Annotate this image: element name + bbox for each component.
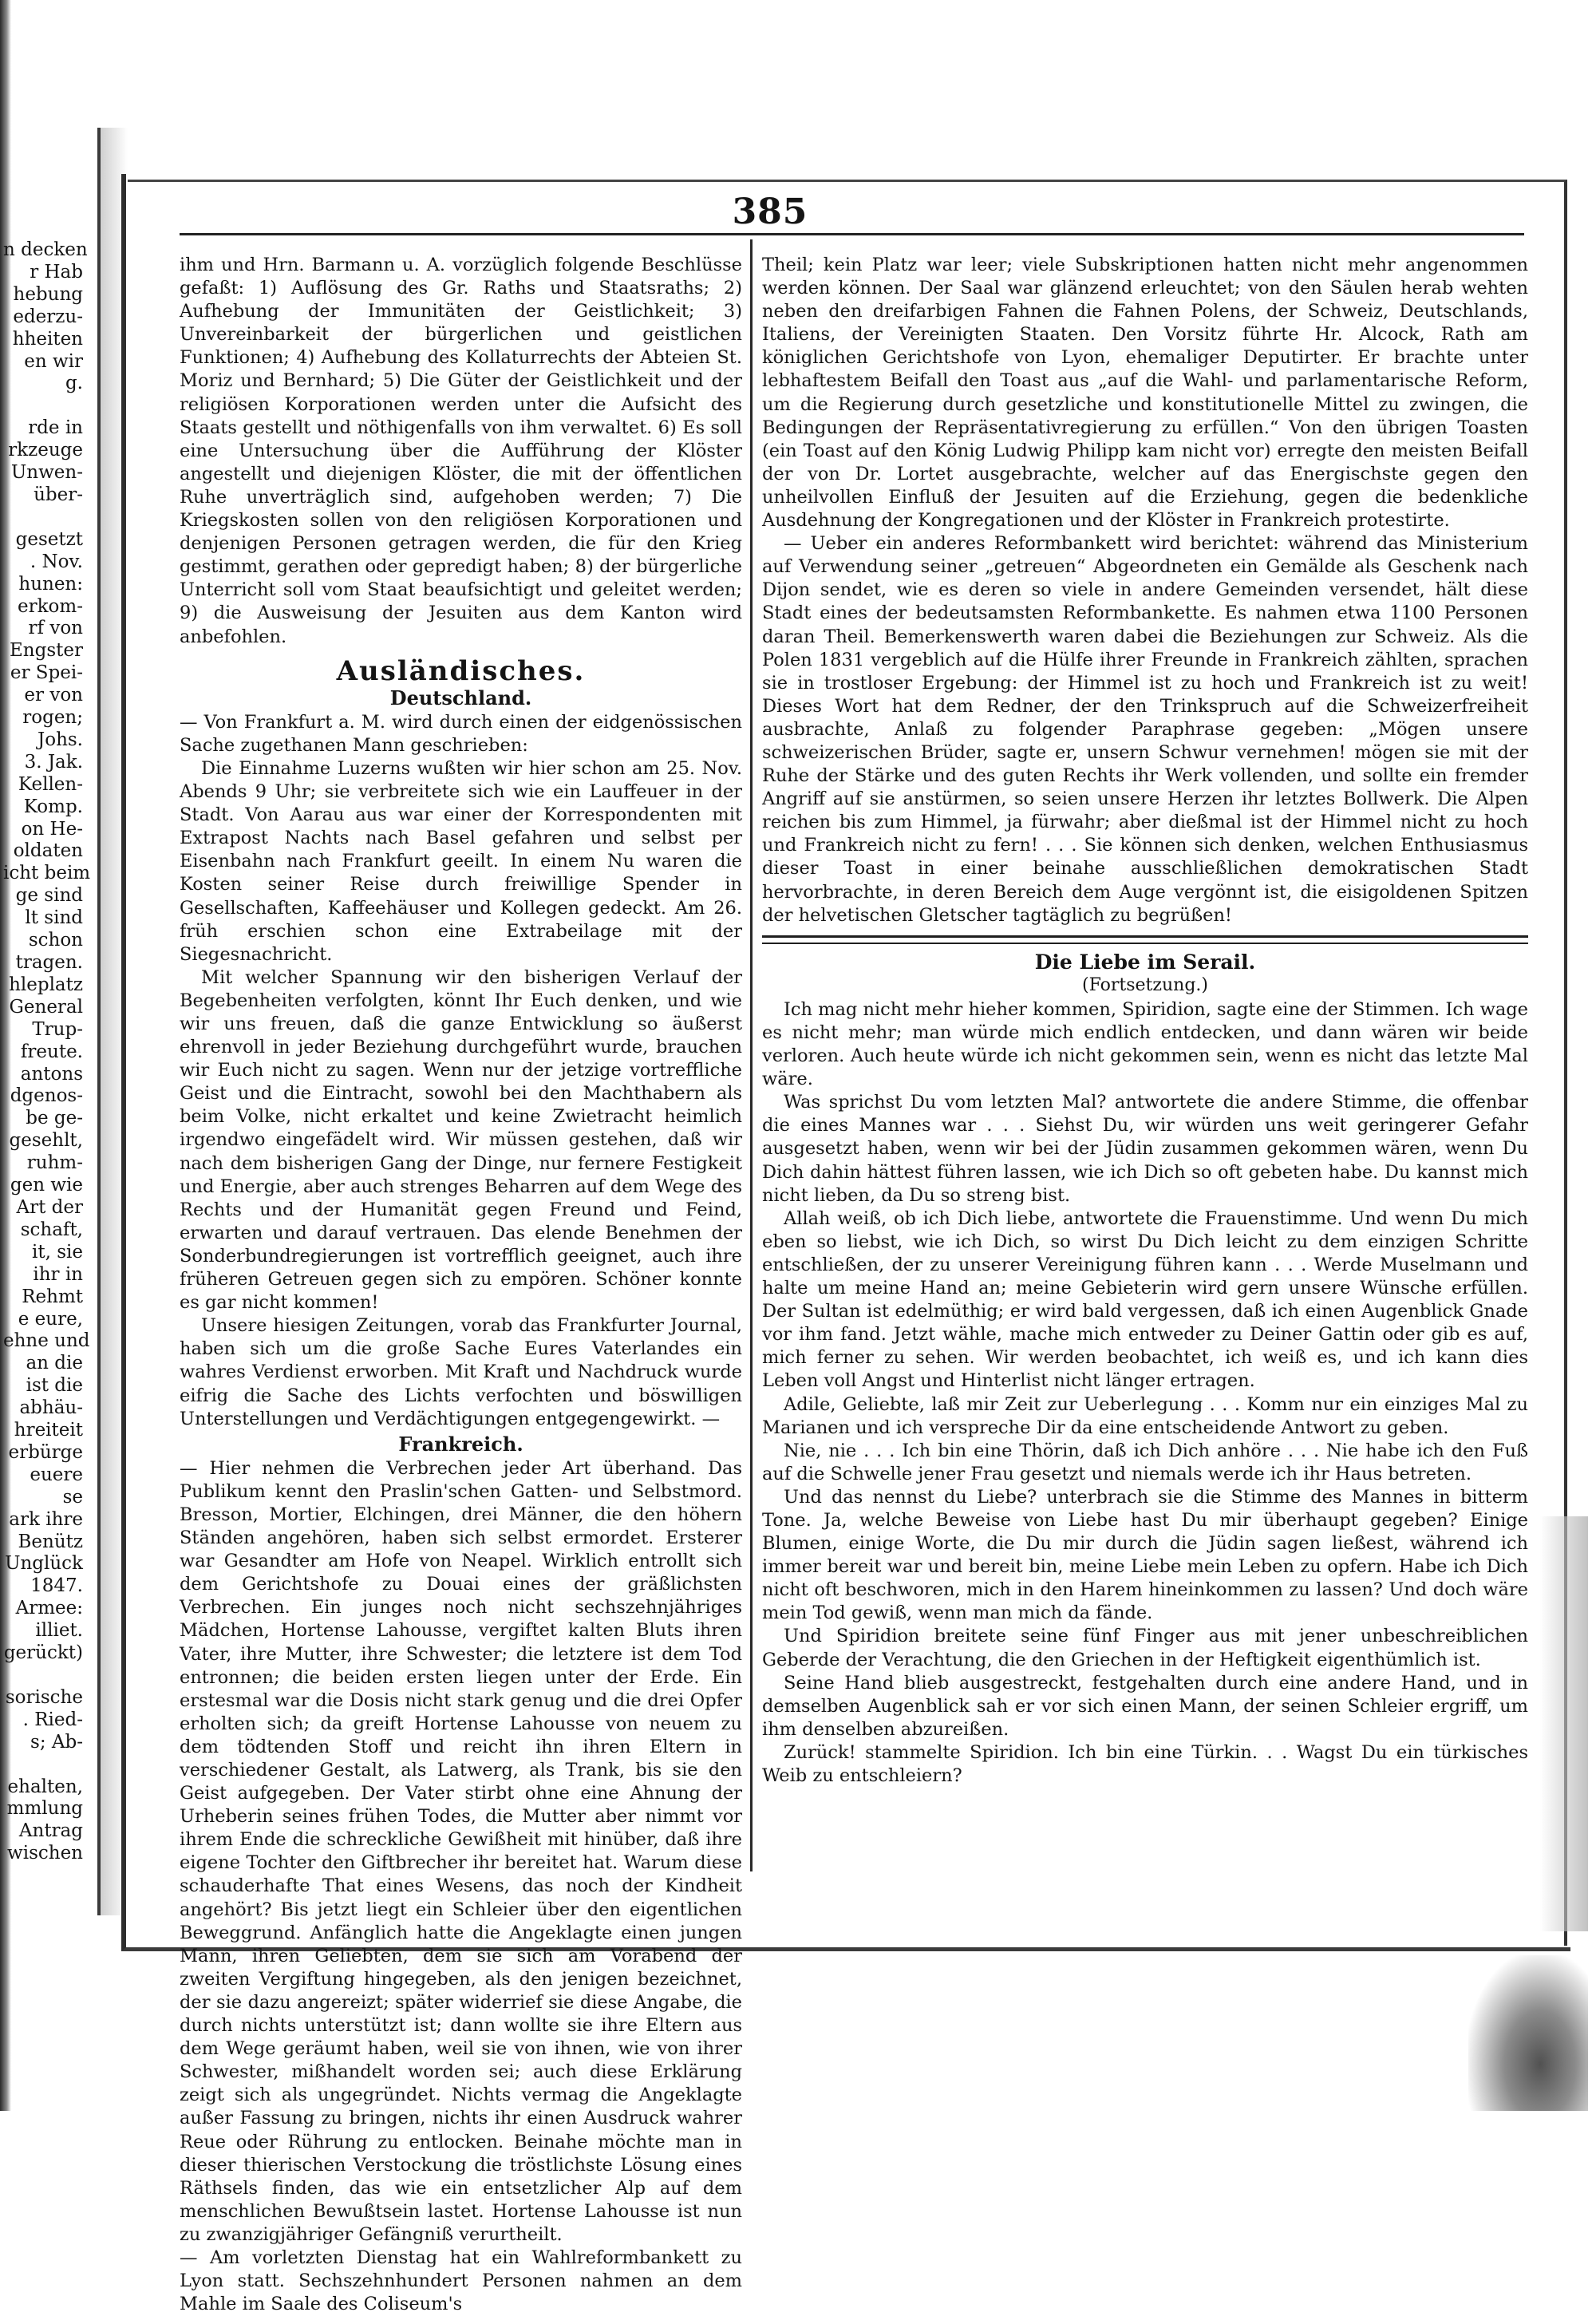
previous-page-line: Armee: xyxy=(15,1598,83,1619)
previous-page-line: g. xyxy=(65,373,83,394)
previous-page-line: lt sind xyxy=(25,907,83,929)
previous-page-line: ihr in xyxy=(33,1263,83,1285)
left-column xyxy=(180,254,742,2316)
previous-page-line: gesetzt xyxy=(15,528,83,550)
previous-page-line: en wir xyxy=(24,350,83,372)
previous-page-line: ist die xyxy=(26,1375,83,1397)
previous-page-line xyxy=(3,1754,83,1777)
previous-page-line: erkom- xyxy=(18,595,83,617)
france-paragraph-1: — Hier nehmen die Verbrechen jeder Art überhand. Das Publikum kennt den Praslin'schen Gatten- und Selbstmord. Bresson, Mortier, Elchingen, drei Männer, die den höhern Ständen angehören, haben sich selbst ermordet. Ersterer war Gesandter am Hofe von Neapel. Wirklich entrollt sich dem Gerichtshofe zu Douai eines der gräßlichsten Verbrechen. Ein junges noch nicht sechszehnjähriges Mädchen, Hortense Lahousse, vergiftet kalten Bluts ihren Vater, ihre Mutter, ihre Schwester; die letztere ist dem Tod entronnen; die beiden ersten liegen unter der Erde. Ein erstesmal war die Dosis nicht stark genug und die drei Opfer erholten sich; da greift Hortense Lahousse von neuem zu dem tödtenden Stoff und reicht ihn ihren Eltern in verschiedener Gestalt, als Latwerg, als Trank, bis sie den Geist aufgegeben. Der Vater stirbt ohne eine Ahnung der Urheberin seines frühen Todes, die Mutter aber nimmt vor ihrem Ende die schreckliche Gewißheit mit hinüber, daß ihre eigene Tochter den Giftbrecher ihr bereitet hat. Warum diese schauderhafte That eines Wesens, das noch der Kindheit angehört? Bis jetzt liegt ein Schleier über den eigentlichen Beweggrund. Anfänglich hatte die Angeklagte einen jungen Mann, ihren Geliebten, dem sie sich am Vorabend der zweiten Vergiftung hingegeben, als den jenigen bezeichnet, der sie dazu angereizt; später widerrief sie diese Angabe, die durch nichts unterstützt ist; dann wollte sie ihre Eltern aus dem Wege geräumt haben, weil sie von ihnen, wie von ihrer Schwester, mißhandelt worden sei; auch diese Erklärung zeigt sich als ungegründet. Nichts vermag die Angeklagte außer Fassung zu bringen, nichts ihr einen Ausdruck wahrer Reue oder Rührung zu entlocken. Beinahe möchte man in dieser thierischen Verstockung die tröstlichste Lösung eines Räthsels finden, das wie ein entsetzlicher Alp auf dem menschlichen Bewußtsein lastet. Hortense Lahousse ist nun zu zwanzigjähriger Gefängniß verurtheilt. xyxy=(180,1457,742,2245)
previous-page-line: Trup- xyxy=(32,1018,83,1040)
previous-page-line: e eure, xyxy=(18,1308,83,1330)
previous-page-line xyxy=(3,1665,83,1687)
frankfurt-intro: — Von Frankfurt a. M. wird durch einen der eidgenössischen Sache zugethanen Mann geschrieben: xyxy=(180,711,742,756)
previous-page-line: 3. Jak. xyxy=(24,751,83,773)
previous-page-line: hleplatz xyxy=(9,974,83,995)
previous-page-line: ederzu- xyxy=(13,306,83,327)
previous-page-line: gesehlt, xyxy=(9,1130,83,1152)
story-paragraph: Und Spiridion breitete seine fünf Finger aus mit jener unbeschreiblichen Geberde der Verachtung, die den Griechen in der Heftigkeit eigenthümlich ist. xyxy=(762,1626,1528,1670)
scan-smudge xyxy=(1540,1516,1588,1931)
previous-page-line: oldaten xyxy=(13,840,83,862)
previous-page-line: tragen. xyxy=(15,952,83,973)
previous-page-line: n decken xyxy=(3,239,88,260)
previous-page-line: Komp. xyxy=(23,796,83,817)
previous-page-line: rde in xyxy=(28,417,83,439)
frankfurt-paragraph-2: Mit welcher Spannung wir den bisherigen Verlauf der Begebenheiten verfolgten, könnt Ihr Euch denken, und wie wir uns freuen, daß die ganze Entwicklung so äußerst ehrenvoll in jeder Beziehung durchgeführt wurde, brauchen wir Euch nicht zu sagen. Wenn nur der jetzige vortreffliche Geist und die Eintracht, sowohl bei den Machthabern als beim Volke, nicht erkaltet und keine Zwietracht heimlich irgendwo eingefädelt wird. Wir müssen gestehen, daß wir nach dem bisherigen Gang der Dinge, nur fernere Festigkeit und Energie, aber auch strenges Beharren auf dem Wege des Rechts und der Humanität gegen Freund und Feind, erwarten und darauf vertrauen. Das elende Benehmen der Sonderbundregierungen ist vortrefflich geeignet, auch ihre früheren Getreuen gegen sich zu empören. Schöner konnte es gar nicht kommen! xyxy=(180,966,742,1314)
previous-page-line: Unglück xyxy=(5,1553,83,1575)
previous-page-fragment xyxy=(0,239,91,1864)
previous-page-line: ge sind xyxy=(15,885,83,907)
previous-page-line: se xyxy=(62,1486,83,1508)
previous-page-line: abhäu- xyxy=(19,1397,83,1419)
previous-page-line: er Spei- xyxy=(10,662,83,684)
story-paragraph: Adile, Geliebte, laß mir Zeit zur Ueberlegung . . . Komm nur ein einziges Mal zu Marianen und ich versprechе Dir da eine entscheidende Antwort zu geben. xyxy=(762,1393,1528,1438)
previous-page-line: rf von xyxy=(28,618,83,639)
story-paragraph: Was sprichst Du vom letzten Mal? antwortete die andere Stimme, die offenbar die eines Mannes war . . . Siehst Du, wir würden uns weit geringerer Gefahr ausgesetzt haben, wenn wir bei der Jüdin zusammen gekommen wären, wenn Du Dich dahin hättest führen lassen, wie ich Dich so oft gebeten habe. Du kannst mich nicht lieben, da Du so streng bist. xyxy=(762,1092,1528,1206)
previous-page-line: illiet. xyxy=(35,1620,83,1642)
lyon-continuation: Theil; kein Platz war leer; viele Subskriptionen hatten nicht mehr angenommen werden können. Der Saal war glänzend erleuchtet; von den Säulen herab wehten neben den dreifarbigen Fahnen die Fahnen Polens, der Schweiz, Deutschlands, Italiens, der Vereinigten Staaten. Den Vorsitz führte Hr. Alcock, Rath am königlichen Gerichtshofe von Lyon, ehemaliger Deputirter. Er brachte unter lebhaftestem Beifall den Toast aus „auf die Wahl- und parlamentarische Reform, um die Regierung durch gesetzliche und konstitutionelle Mittel zu zwingen, die Bedingungen der Repräsentativregierung zu erfüllen.“ Von den übrigen Toasten (ein Toast auf den König Ludwig Philipp kam nicht vor) erregte den meisten Beifall der von Dr. Lortet ausgebrachte, welcher auf das Energischste gegen den unheilvollen Einfluß der Jesuiten auf die Erziehung, gegen die bedenkliche Ausdehnung der Kongregationen und der Klöster in Frankreich protestirte. xyxy=(762,255,1528,532)
right-column xyxy=(762,254,1528,1788)
scan-corner-smudge xyxy=(1468,1955,1588,2111)
previous-page-line: r Hab xyxy=(30,261,83,283)
previous-page-line: rogen; xyxy=(22,707,83,729)
previous-page-line: Unwen- xyxy=(10,462,83,484)
previous-page-line: an die xyxy=(26,1353,83,1374)
subsection-france: Frankreich. xyxy=(398,1432,523,1456)
story-paragraph: Und das nennst du Liebe? unterbrach sie die Stimme des Mannes in bitterm Tone. Ja, welche Beweise von Liebe hast Du mir überhaupt gegeben? Einige Blumen, einige Worte, die Du mir durch die Jüdin sagen ließest, während ich immer bereit war und bereit bin, meine Liebe mein Leben zu opfern. Habe ich Dich nicht oft beschworen, mich in den Harem hineinkommen zu lassen? Und doch wäre mein Tod gewiß, wenn man mich da fände. xyxy=(762,1486,1528,1624)
previous-page-line: Kellen- xyxy=(18,773,83,795)
page-number: 385 xyxy=(732,192,808,232)
previous-page-line: ehne und xyxy=(3,1330,90,1352)
story-paragraph: Nie, nie . . . Ich bin eine Thörin, daß ich Dich anhöre . . . Nie habe ich den Fuß auf die Schwelle jener Frau gesetzt und niemals werde ich ihr Haus betreten. xyxy=(762,1440,1528,1484)
section-divider xyxy=(762,935,1528,944)
frankfurt-paragraph-3: Unsere hiesigen Zeitungen, vorab das Frankfurter Journal, haben sich um die große Sache Eures Vaterlandes ein wahres Verdienst erworben. Mit Kraft und Nachdruck wurde eifrig die Sache des Lichts verfochten und böswilligen Unterstellungen und Verdächtigungen entgegengewirkt. — xyxy=(180,1315,742,1429)
previous-page-line: gen wie xyxy=(10,1175,83,1196)
previous-page-line: General xyxy=(9,996,83,1018)
header-rule xyxy=(180,233,1524,235)
previous-page-line xyxy=(3,507,83,529)
previous-page-line: über- xyxy=(34,484,83,505)
previous-page-line: ehalten, xyxy=(7,1776,83,1797)
previous-page-line: gerückt) xyxy=(3,1642,83,1664)
previous-page-line: hebung xyxy=(13,283,83,305)
story-subtitle: (Fortsetzung.) xyxy=(1082,974,1208,995)
previous-page-line: Johs. xyxy=(38,729,83,750)
previous-page-line: ark ihre xyxy=(9,1508,83,1530)
section-title-foreign: Ausländisches. xyxy=(336,654,586,687)
previous-page-line: be ge- xyxy=(26,1108,83,1129)
previous-page-line: icht beim xyxy=(3,863,91,884)
previous-page-line: hunen: xyxy=(18,573,83,595)
previous-page-line: s; Ab- xyxy=(30,1731,83,1753)
previous-page-line: dgenos- xyxy=(10,1085,83,1107)
previous-page-line: erbürge xyxy=(8,1441,83,1463)
column-divider xyxy=(750,239,753,1871)
article-continuation: ihm und Hrn. Barmann u. A. vorzüglich folgende Beschlüsse gefaßt: 1) Auflösung des Gr. Raths und Staatsraths; 2) Aufhebung der Immunitäten der Geistlichkeit; 3) Unvereinbarkeit der bürgerlichen und geistlichen Funktionen; 4) Aufhebung des Kollaturrechts der Abteien St. Moriz und Bernhard; 5) Die Güter der Geistlichkeit und der religiösen Korporationen werden unter die Aufsicht des Staats gestellt und nöthigenfalls von ihm verwaltet. 6) Es soll eine Untersuchung über die Aufführung der Klöster angestellt und diejenigen Klöster, die mit der öffentlichen Ruhe unverträglich sind, aufgehoben werden; 7) Die Kriegskosten sollen von den religiösen Korporationen und denjenigen Personen getragen werden, die für den Krieg gestimmt, gerathen oder gepredigt haben; 8) der bürgerliche Unterricht soll vom Staat beaufsichtigt und geleitet werden; 9) die Ausweisung der Jesuiten aus dem Kanton wird anbefohlen. xyxy=(180,255,742,647)
story-paragraph: Ich mag nicht mehr hieher kommen, Spiridion, sagte eine der Stimmen. Ich wage es nicht mehr; man würde mich endlich entdecken, und dann wären wir beide verloren. Auch heute würde ich nicht gekommen sein, wenn es nicht das letzte Mal wäre. xyxy=(762,998,1528,1090)
previous-page-line: antons xyxy=(20,1063,83,1085)
previous-page-line: Benütz xyxy=(18,1531,83,1552)
previous-page-line: euere xyxy=(30,1464,83,1485)
previous-page-line: ruhm- xyxy=(26,1152,83,1174)
previous-page-line: Art der xyxy=(16,1196,83,1218)
previous-page-line: hheiten xyxy=(12,328,83,350)
previous-page-line: wischen xyxy=(7,1843,83,1864)
previous-page-line: Engster xyxy=(10,640,83,662)
subsection-germany: Deutschland. xyxy=(389,686,532,709)
previous-page-line: schon xyxy=(28,930,83,951)
previous-page-line: rkzeuge xyxy=(8,440,83,461)
previous-page-line xyxy=(3,395,83,417)
story-paragraph: Allah weiß, ob ich Dich liebe, antwortete die Frauenstimme. Und wenn Du mich eben so liebst, wie ich Dich, so wirst Du Dich leicht zu dem einzigen Schritte entschließen, der zu unserer Vereinigung führen kann . . . Werde Muselmann und halte um meine Hand an; meine Gebieterin wird gern unsere Wünsche erfüllen. Der Sultan ist edelmüthig; er wird bald vergessen, daß ich einen Augenblick Gnade vor ihm fand. Jetzt wähle, mache mich entweder zu Deiner Gattin oder gib es auf, mich ferner zu sehen. Wir werden beobachtet, ich weiß es, und ich kann dies Leben voll Angst und Hinterlist nicht länger ertragen. xyxy=(762,1207,1528,1392)
story-paragraph: Zurück! stammelte Spiridion. Ich bin eine Türkin. . . Wagst Du ein türkisches Weib zu entschleiern? xyxy=(762,1741,1528,1786)
france-paragraph-2: — Am vorletzten Dienstag hat ein Wahlreformbankett zu Lyon statt. Sechszehnhundert Personen nahmen an dem Mahle im Saale des Coliseum's xyxy=(180,2247,742,2315)
previous-page-line: it, sie xyxy=(32,1241,83,1263)
dijon-paragraph: — Ueber ein anderes Reformbankett wird berichtet: während das Ministerium auf Verwendung seiner „getreuen“ Abgeordneten ein Gemälde als Geschenk nach Dijon sendet, wie es deren so viele in andere Gemeinden versendet, hält diese Stadt eines der bedeutsamsten Reformbankette. Es nahmen etwa 1100 Personen daran Theil. Bemerkenswerth waren dabei die Beziehungen zur Schweiz. Als die Polen 1831 vergeblich auf die Hülfe ihrer Freunde in Frankreich zählten, sprachen sie in trostloser Ergebung: der Himmel ist zu hoch und Frankreich ist zu weit! Dieses Wort hat dem Redner, der den Trinkspruch auf die Schweizerfreiheit ausbrachte, Anlaß zu folgender Paraphrase gegeben: „Mögen unsere schweizerischen Brüder, sagte er, unsern Schwur vernehmen! mögen sie mit der Ruhe der Stärke und des guten Rechts ihr Werk vollenden, und sollte ein fremder Angriff auf sie anstürmen, so seien unsere Herzen ihr letztes Bollwerk. Die Alpen reichen bis zum Himmel, ja fürwahr; aber dießmal ist der Himmel nicht zu hoch und Frankreich nicht zu fern! . . . Sie können sich denken, welchen Enthusiasmus dieser Toast in einer beinahe ausschließlichen demokratischen Stadt hervorbrachte, in deren Bereich dem Auge vergönnt ist, die eisigoldenen Spitzen der helvetischen Gletscher tagtäglich zu begrüßen! xyxy=(762,533,1528,926)
frankfurt-paragraph-1: Die Einnahme Luzerns wußten wir hier schon am 25. Nov. Abends 9 Uhr; sie verbreitete sich wie ein Lauffeuer in der Stadt. Von Aarau aus war einer der Korrespondenten mit Extrapost Nachts nach Basel gefahren und selbst per Eisenbahn nach Frankfurt geeilt. In einem Nu waren die Kosten seiner Reise durch freiwillige Spender in Gesellschaften, Kaffeehäuser und Kollegen gedeckt. Am 26. früh erschien schon eine Extrabeilage mit der Siegesnachricht. xyxy=(180,757,742,965)
story-paragraph: Seine Hand blieb ausgestreckt, festgehalten durch eine andere Hand, und in demselben Augenblick sah er vor sich einen Mann, der seinen Schleier ergriff, um ihm denselben abzureißen. xyxy=(762,1672,1528,1740)
story-title: Die Liebe im Serail. xyxy=(1034,950,1256,974)
previous-page-line: schaft, xyxy=(20,1219,83,1240)
previous-page-line: mmlung xyxy=(6,1798,83,1820)
previous-page-line: freute. xyxy=(20,1041,83,1062)
previous-page-line: sorische xyxy=(5,1686,83,1708)
previous-page-line: Antrag xyxy=(18,1820,83,1842)
previous-page-line: . Nov. xyxy=(30,551,83,572)
previous-page-line: er von xyxy=(24,685,83,706)
previous-page-line: hreiteit xyxy=(14,1420,83,1441)
previous-page-line: 1847. xyxy=(30,1575,83,1597)
previous-page-line: Rehmt xyxy=(22,1286,83,1307)
previous-page-line: on He- xyxy=(21,818,83,840)
previous-page-line: . Ried- xyxy=(22,1709,83,1730)
